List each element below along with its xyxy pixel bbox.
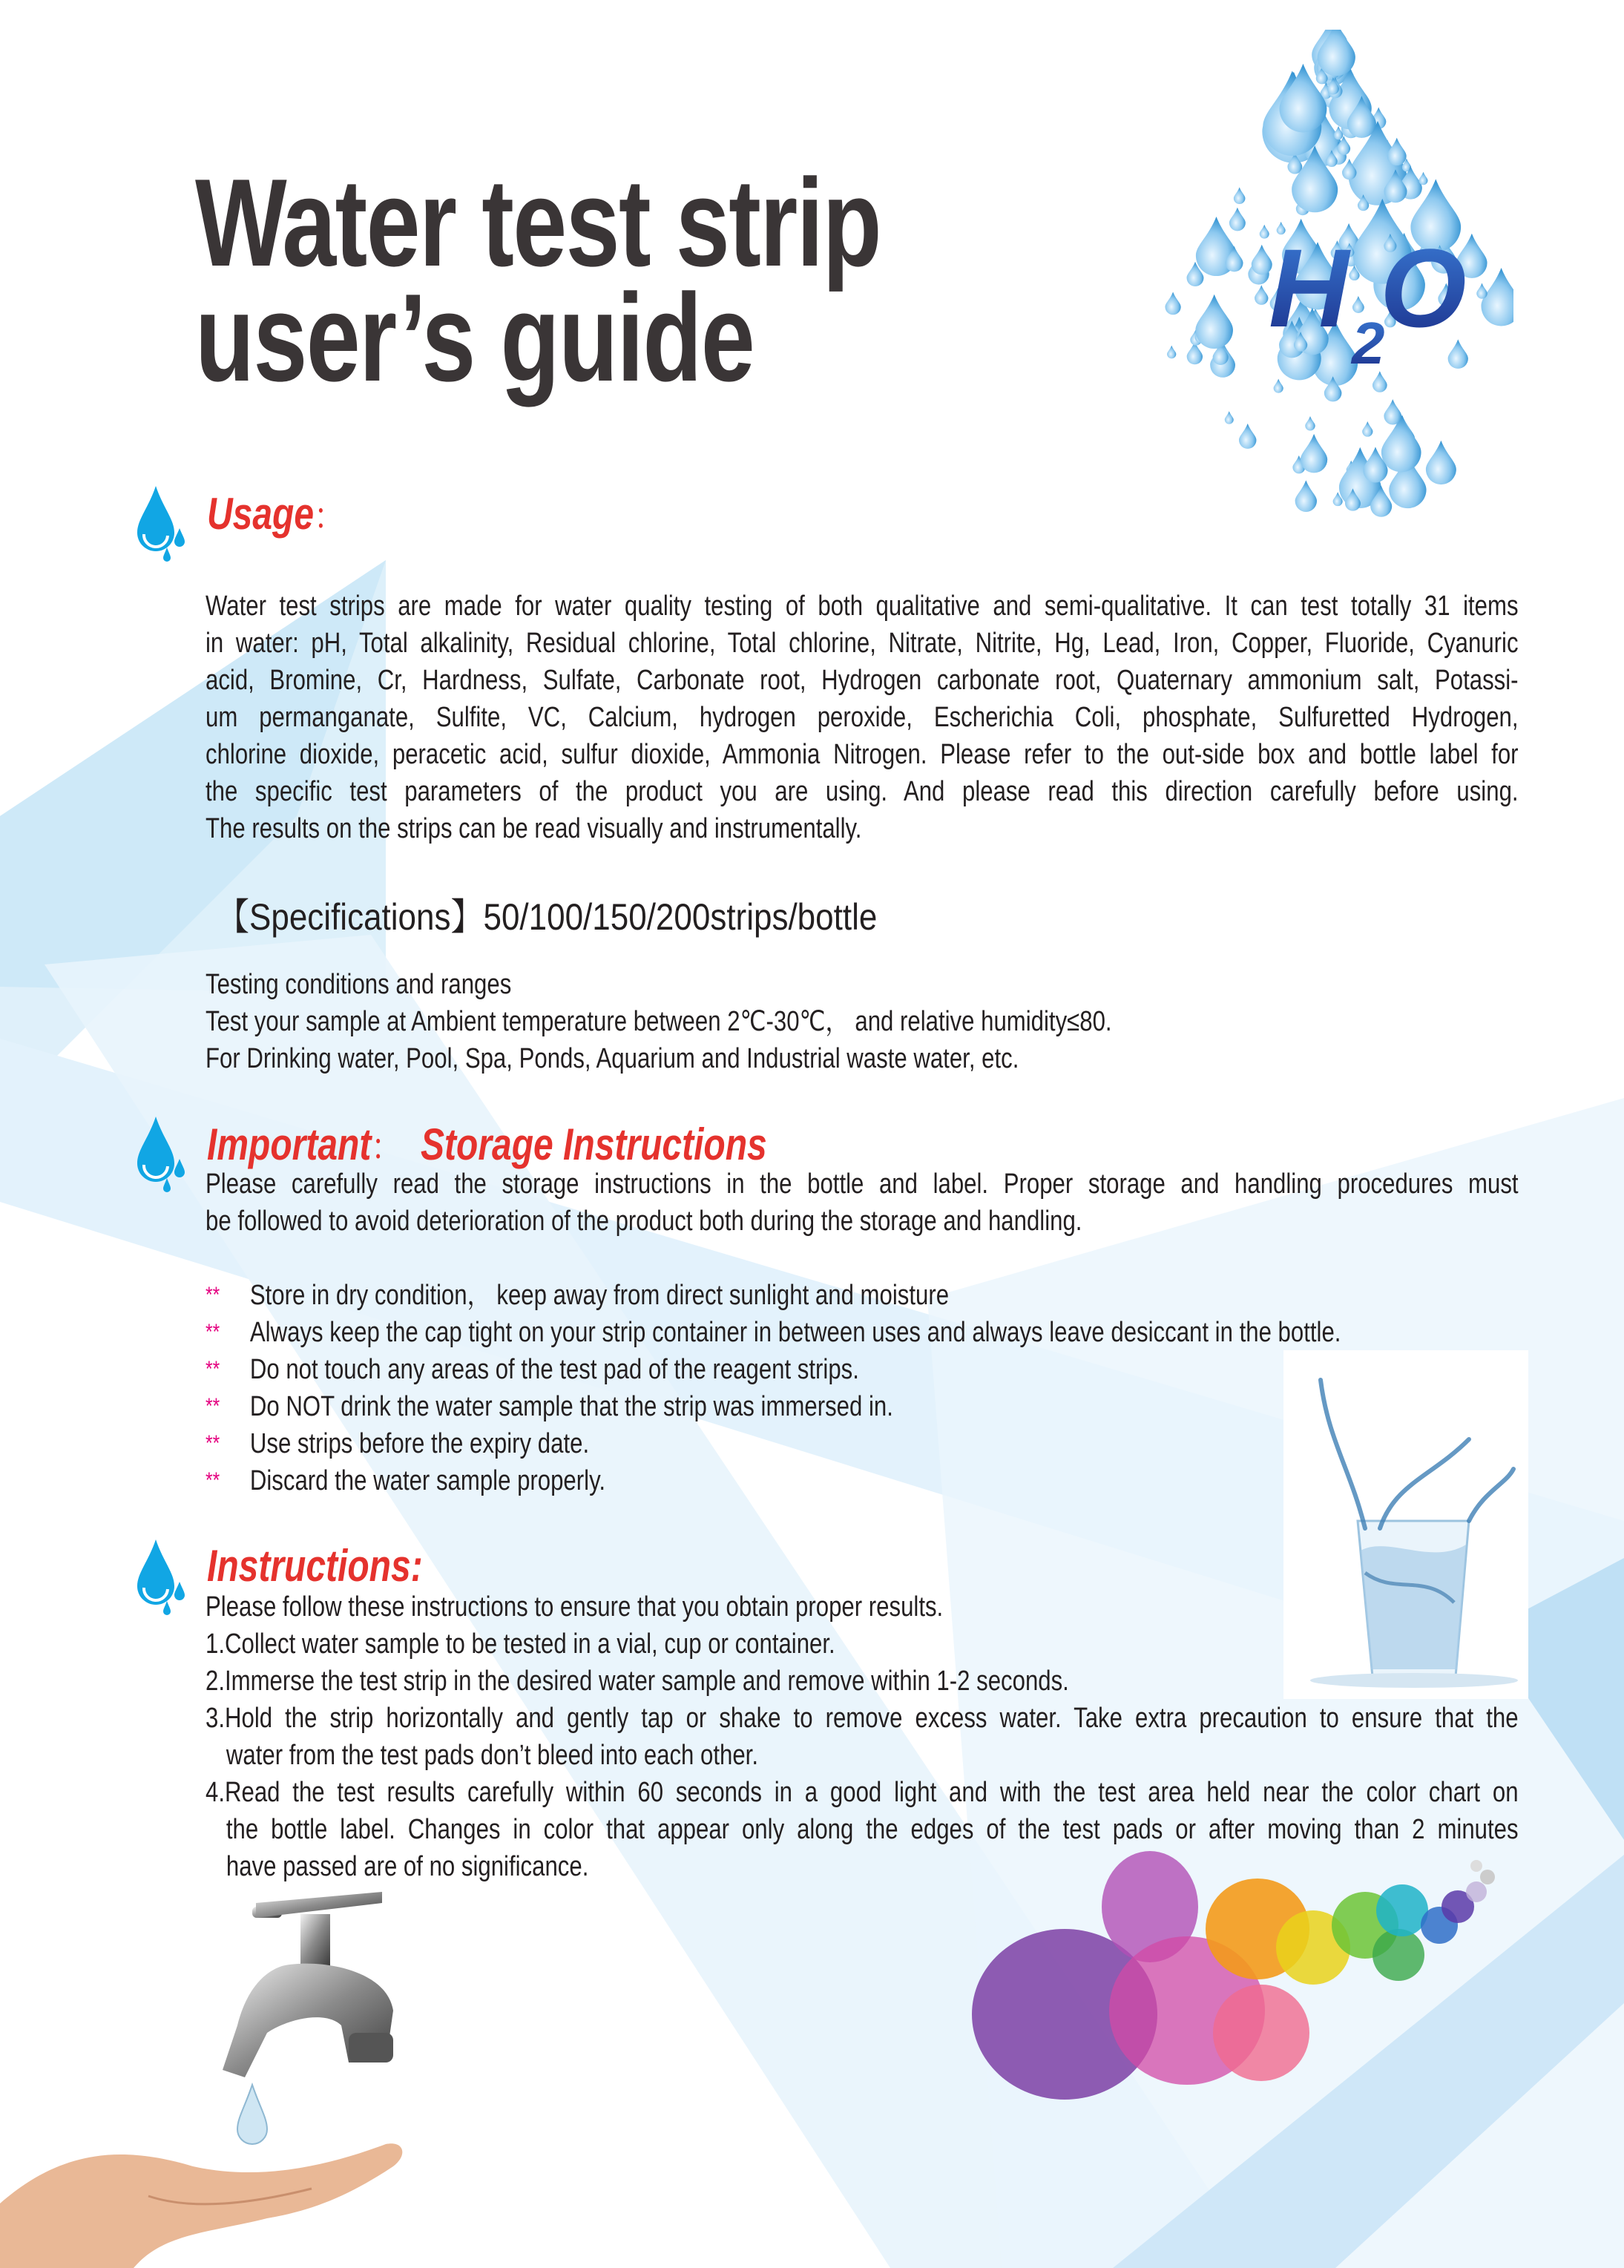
star-bullet-icon: ** bbox=[206, 1468, 220, 1493]
usage-line: Water test strips are made for water quality testing of both qualitative and semi-qualitative. It can test totally 31 items bbox=[206, 591, 1519, 622]
instruction-step-continued: the bottle label. Changes in color that appear only along the edges of the test pads or after moving than 2 minutes bbox=[226, 1814, 1519, 1845]
usage-line: acid, Bromine, Cr, Hardness, Sulfate, Carbonate root, Hydrogen carbonate root, Quaternary ammonium salt, Potassi- bbox=[206, 665, 1519, 696]
instruction-step-continued: have passed are of no significance. bbox=[226, 1851, 589, 1882]
star-bullet-icon: ** bbox=[206, 1431, 220, 1456]
bullet-text: Do not touch any areas of the test pad of the reagent strips. bbox=[249, 1354, 859, 1385]
usage-line: The results on the strips can be read visually and instrumentally. bbox=[206, 813, 862, 844]
instruction-step: 2.Immerse the test strip in the desired water sample and remove within 1-2 seconds. bbox=[206, 1666, 1069, 1697]
usage-paragraph bbox=[206, 588, 1519, 847]
instruction-step: 4.Read the test results carefully within 60 seconds in a good light and with the test area held near the color chart on bbox=[206, 1777, 1519, 1808]
usage-heading bbox=[207, 487, 343, 540]
water-droplet bbox=[1295, 480, 1317, 512]
bullet-item bbox=[206, 1277, 1519, 1314]
instruction-step: 1.Collect water sample to be tested in a vial, cup or container. bbox=[206, 1628, 835, 1660]
instructions-heading: Instructions: bbox=[207, 1541, 423, 1591]
water-droplet bbox=[1234, 187, 1246, 204]
important-heading-colon: ： bbox=[371, 1126, 401, 1168]
instruction-step-continued: water from the test pads don’t bleed into each other. bbox=[226, 1740, 759, 1771]
star-bullet-icon: ** bbox=[206, 1283, 220, 1307]
conditions-line: Testing conditions and ranges bbox=[206, 969, 512, 1000]
water-droplet bbox=[1387, 138, 1407, 166]
water-droplet bbox=[1239, 424, 1256, 449]
usage-line: the specific test parameters of the product you are using. And please read this direction carefully before using. bbox=[206, 776, 1519, 807]
water-droplet bbox=[1418, 172, 1427, 185]
colorful-bubbles-image bbox=[964, 1847, 1513, 2114]
water-droplet bbox=[1362, 421, 1372, 437]
water-droplet bbox=[1381, 414, 1421, 472]
bullet-text: Discard the water sample properly. bbox=[249, 1465, 605, 1496]
conditions-line: For Drinking water, Pool, Spa, Ponds, Aquarium and Industrial waste water, etc. bbox=[206, 1043, 1019, 1074]
usage-heading-text: Usage bbox=[207, 489, 315, 539]
usage-line: chlorine dioxide, peracetic acid, sulfur dioxide, Ammonia Nitrogen. Please refer to the out-side box and bottle label for bbox=[206, 739, 1519, 770]
bullet-text: Use strips before the expiry date. bbox=[249, 1428, 590, 1459]
bullet-text: Store in dry condition， keep away from direct sunlight and moisture bbox=[249, 1280, 950, 1311]
bullet-text: Do NOT drink the water sample that the strip was immersed in. bbox=[249, 1391, 893, 1422]
water-drop-icon bbox=[134, 482, 193, 564]
usage-heading-colon: ： bbox=[314, 496, 344, 537]
storage-paragraph bbox=[206, 1166, 1519, 1240]
specifications: 【Specifications】50/100/150/200strips/bottle bbox=[217, 896, 878, 938]
water-drop-icon bbox=[134, 1113, 193, 1194]
h2o-water-drops-logo bbox=[1157, 30, 1513, 527]
important-heading bbox=[207, 1117, 767, 1171]
water-droplet bbox=[1165, 292, 1180, 315]
star-bullet-icon: ** bbox=[206, 1357, 220, 1381]
logo-o: O bbox=[1380, 226, 1467, 350]
usage-line: um permanganate, Sulfite, VC, Calcium, hydrogen peroxide, Escherichia Coli, phosphate, Sulfuretted Hydrogen, bbox=[206, 702, 1519, 733]
bullet-text: Always keep the cap tight on your strip container in between uses and always leave desiccant in the bottle. bbox=[249, 1317, 1341, 1348]
water-droplet bbox=[1384, 399, 1401, 424]
water-droplet bbox=[1476, 283, 1487, 299]
water-droplet bbox=[1195, 295, 1233, 349]
logo-h: H bbox=[1269, 226, 1350, 350]
storage-instructions-heading: Storage Instructions bbox=[421, 1120, 767, 1169]
water-droplet bbox=[1305, 416, 1315, 431]
star-bullet-icon: ** bbox=[206, 1320, 220, 1344]
water-droplet bbox=[1426, 441, 1456, 484]
water-droplet bbox=[1225, 411, 1234, 424]
instructions-intro: Please follow these instructions to ensure that you obtain proper results. bbox=[206, 1591, 944, 1623]
bullet-item bbox=[206, 1314, 1519, 1351]
storage-line: be followed to avoid deterioration of the product both during the storage and handling. bbox=[206, 1206, 1082, 1237]
water-droplet bbox=[1301, 434, 1327, 473]
usage-line: in water: pH, Total alkalinity, Residual chlorine, Total chlorine, Nitrate, Nitrite, Hg, Lead, Iron, Copper, Fluoride, Cyanuric bbox=[206, 628, 1519, 659]
instructions-list bbox=[206, 1588, 1519, 1885]
water-droplet bbox=[1167, 346, 1176, 359]
water-droplet bbox=[1229, 208, 1246, 231]
faucet-and-hand-image bbox=[0, 1884, 415, 2268]
storage-line: Please carefully read the storage instructions in the bottle and label. Proper storage and handling procedures must bbox=[206, 1168, 1519, 1200]
water-droplet bbox=[1481, 268, 1513, 326]
page-title-line-1: Water test strip bbox=[195, 153, 881, 292]
conditions-line: Test your sample at Ambient temperature between 2℃-30℃， and relative humidity≤80. bbox=[206, 1006, 1112, 1037]
star-bullet-icon: ** bbox=[206, 1394, 220, 1419]
water-droplet bbox=[1255, 285, 1268, 305]
important-heading-text: Important bbox=[207, 1120, 372, 1169]
logo-sub: 2 bbox=[1352, 310, 1385, 376]
page-title-line-2: user’s guide bbox=[195, 268, 755, 407]
water-droplet bbox=[1260, 225, 1269, 239]
instruction-step: 3.Hold the strip horizontally and gently tap or shake to remove excess water. Take extra precaution to ensure that the bbox=[206, 1703, 1519, 1734]
testing-conditions bbox=[206, 966, 1519, 1077]
water-drop-icon bbox=[134, 1536, 193, 1617]
water-droplet bbox=[1274, 379, 1283, 393]
